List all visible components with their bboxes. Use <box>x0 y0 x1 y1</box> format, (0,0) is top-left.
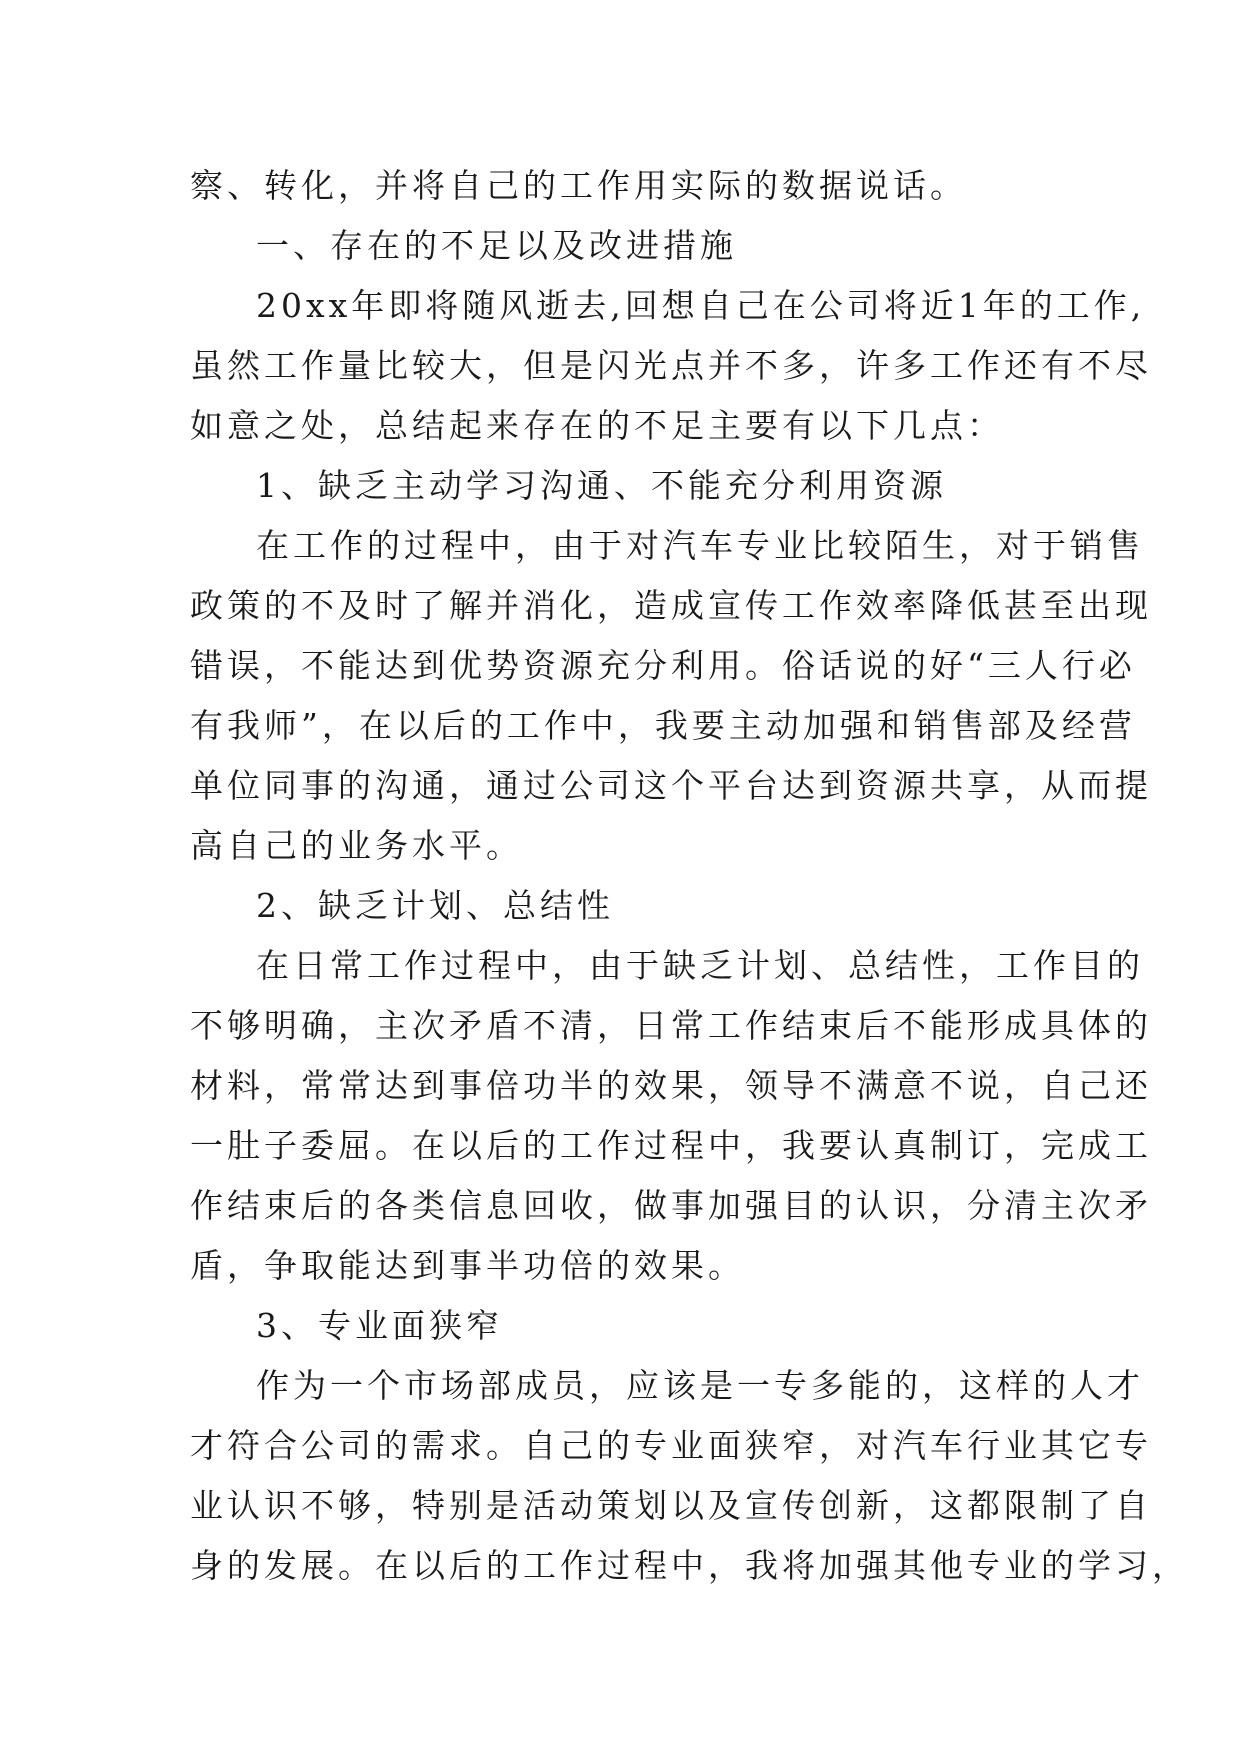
text-line: 有我师”，在以后的工作中，我要主动加强和销售部及经营 <box>190 706 1136 745</box>
text-line: 才符合公司的需求。自己的专业面狭窄，对汽车行业其它专 <box>190 1426 1152 1465</box>
text-line: 错误，不能达到优势资源充分利用。俗话说的好“三人行必 <box>190 646 1136 685</box>
text-line: 高自己的业务水平。 <box>190 826 523 865</box>
paragraph-start: 在日常工作过程中，由于缺乏计划、总结性，工作目的 <box>256 946 1144 985</box>
text-line: 盾，争取能达到事半功倍的效果。 <box>190 1246 745 1285</box>
paragraph-start: 作为一个市场部成员，应该是一专多能的，这样的人才 <box>256 1366 1144 1405</box>
text-line: 材料，常常达到事倍功半的效果，领导不满意不说，自己还 <box>190 1066 1152 1105</box>
text-line: 政策的不及时了解并消化，造成宣传工作效率降低甚至出现 <box>190 586 1152 625</box>
text-line: 察、转化，并将自己的工作用实际的数据说话。 <box>190 166 967 205</box>
subsection-heading: 3、专业面狭窄 <box>256 1306 503 1345</box>
section-heading: 一、存在的不足以及改进措施 <box>256 226 737 265</box>
paragraph-start: 在工作的过程中，由于对汽车专业比较陌生，对于销售 <box>256 526 1144 565</box>
text-line: 作结束后的各类信息回收，做事加强目的认识，分清主次矛 <box>190 1186 1152 1225</box>
text-line: 业认识不够，特别是活动策划以及宣传创新，这都限制了自 <box>190 1486 1152 1525</box>
text-line: 单位同事的沟通，通过公司这个平台达到资源共享，从而提 <box>190 766 1152 805</box>
paragraph-start: 20xx年即将随风逝去,回想自己在公司将近1年的工作, <box>256 286 1146 325</box>
text-line: 虽然工作量比较大，但是闪光点并不多，许多工作还有不尽 <box>190 346 1152 385</box>
subsection-heading: 2、缺乏计划、总结性 <box>256 886 614 925</box>
text-line: 如意之处，总结起来存在的不足主要有以下几点： <box>190 406 1004 445</box>
text-line: 身的发展。在以后的工作过程中，我将加强其他专业的学习， <box>190 1546 1189 1585</box>
document-body <box>190 156 1189 1596</box>
subsection-heading: 1、缺乏主动学习沟通、不能充分利用资源 <box>256 466 947 505</box>
text-line: 不够明确，主次矛盾不清，日常工作结束后不能形成具体的 <box>190 1006 1152 1045</box>
text-line: 一肚子委屈。在以后的工作过程中，我要认真制订，完成工 <box>190 1126 1152 1165</box>
